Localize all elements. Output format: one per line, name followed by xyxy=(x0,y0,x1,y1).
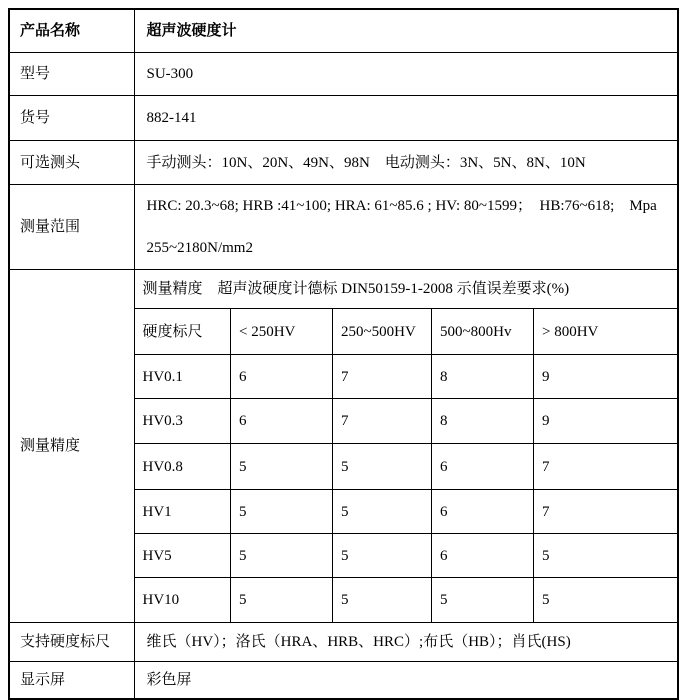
precision-header-250-500: 250~500HV xyxy=(333,309,432,355)
row-product-name xyxy=(9,9,678,53)
row-item-no xyxy=(9,96,678,141)
cell-value: 7 xyxy=(534,444,679,490)
cell-value: 5 xyxy=(231,534,333,578)
cell-value: 8 xyxy=(432,399,534,444)
cell-value: 6 xyxy=(432,490,534,534)
value-display: 彩色屏 xyxy=(134,662,678,700)
label-model: 型号 xyxy=(9,53,134,96)
precision-row-hv0-8 xyxy=(135,444,679,490)
cell-scale: HV10 xyxy=(135,578,231,623)
cell-scale: HV0.8 xyxy=(135,444,231,490)
value-model: SU-300 xyxy=(134,53,678,96)
value-product-name: 超声波硬度计 xyxy=(134,9,678,53)
cell-scale: HV0.1 xyxy=(135,355,231,399)
range-line-2: 255~2180N/mm2 xyxy=(146,240,253,256)
cell-value: 6 xyxy=(432,444,534,490)
range-line-1: HRC: 20.3~68; HRB :41~100; HRA: 61~85.6 ; HV: 80~1599； HB:76~618; Mpa xyxy=(146,198,657,214)
cell-value: 5 xyxy=(333,490,432,534)
precision-row-hv1 xyxy=(135,490,679,534)
row-display xyxy=(9,662,678,700)
cell-value: 7 xyxy=(534,490,679,534)
cell-value: 7 xyxy=(333,355,432,399)
label-precision: 测量精度 xyxy=(9,270,134,623)
cell-value: 9 xyxy=(534,399,679,444)
row-range xyxy=(9,185,678,270)
cell-scale: HV0.3 xyxy=(135,399,231,444)
value-item-no: 882-141 xyxy=(134,96,678,141)
row-scales xyxy=(9,623,678,662)
precision-header-gt800: > 800HV xyxy=(534,309,679,355)
precision-header-scale: 硬度标尺 xyxy=(135,309,231,355)
cell-value: 6 xyxy=(432,534,534,578)
cell-value: 5 xyxy=(333,578,432,623)
row-precision xyxy=(9,270,678,623)
value-range xyxy=(134,185,678,270)
cell-value: 5 xyxy=(333,534,432,578)
cell-value: 8 xyxy=(432,355,534,399)
cell-value: 6 xyxy=(231,399,333,444)
label-scales: 支持硬度标尺 xyxy=(9,623,134,662)
precision-header-row xyxy=(135,309,679,355)
precision-note-row xyxy=(135,270,679,309)
precision-row-hv0-1 xyxy=(135,355,679,399)
cell-value: 9 xyxy=(534,355,679,399)
precision-header-lt250: < 250HV xyxy=(231,309,333,355)
cell-value: 7 xyxy=(333,399,432,444)
cell-value: 5 xyxy=(231,444,333,490)
label-display: 显示屏 xyxy=(9,662,134,700)
value-probes: 手动测头：10N、20N、49N、98N 电动测头：3N、5N、8N、10N xyxy=(134,141,678,185)
precision-row-hv0-3 xyxy=(135,399,679,444)
precision-row-hv5 xyxy=(135,534,679,578)
cell-scale: HV1 xyxy=(135,490,231,534)
cell-value: 6 xyxy=(231,355,333,399)
cell-value: 5 xyxy=(432,578,534,623)
row-model xyxy=(9,53,678,96)
precision-header-500-800: 500~800Hv xyxy=(432,309,534,355)
precision-cell xyxy=(134,270,678,623)
label-range: 测量范围 xyxy=(9,185,134,270)
cell-value: 5 xyxy=(231,490,333,534)
precision-row-hv10 xyxy=(135,578,679,623)
cell-value: 5 xyxy=(534,534,679,578)
spec-table xyxy=(8,8,679,700)
label-probes: 可选测头 xyxy=(9,141,134,185)
label-item-no: 货号 xyxy=(9,96,134,141)
row-probes xyxy=(9,141,678,185)
cell-value: 5 xyxy=(333,444,432,490)
cell-value: 5 xyxy=(534,578,679,623)
cell-value: 5 xyxy=(231,578,333,623)
precision-note: 测量精度 超声波硬度计德标 DIN50159-1-2008 示值误差要求(%) xyxy=(135,270,679,309)
precision-subtable xyxy=(135,270,679,622)
label-product-name: 产品名称 xyxy=(9,9,134,53)
value-scales: 维氏（HV）；洛氏（HRA、HRB、HRC）;布氏（HB）；肖氏(HS) xyxy=(134,623,678,662)
cell-scale: HV5 xyxy=(135,534,231,578)
